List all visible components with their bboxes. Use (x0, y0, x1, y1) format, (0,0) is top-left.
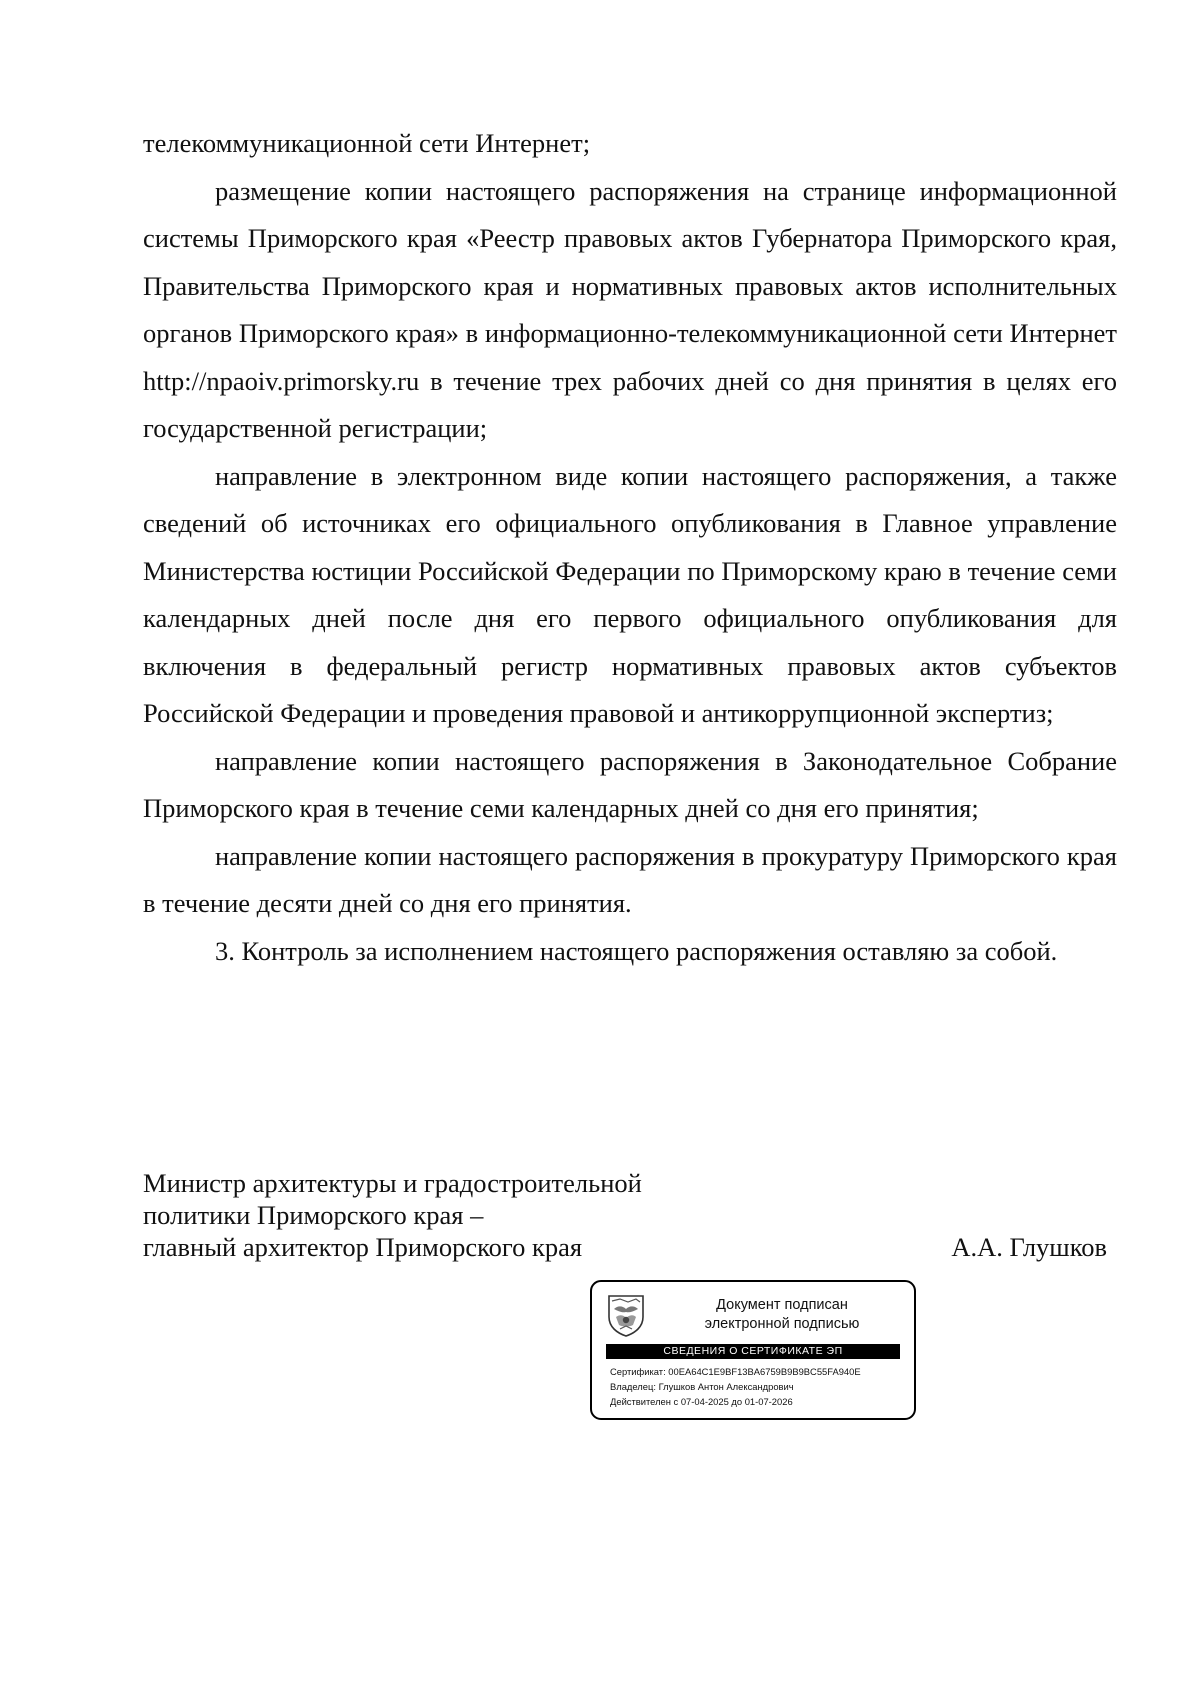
electronic-signature-stamp (590, 1280, 916, 1420)
paragraph-control-clause: 3. Контроль за исполнением настоящего распоряжения оставляю за собой. (215, 935, 1058, 966)
paragraph-ministry-of-justice: направление в электронном виде копии настоящего распоряжения, а также сведений об источниках его официального опубликования в Главное управление Министерства юстиции Российской Федерации по Приморскому краю в течение семи календарных дней после дня его первого официального опубликования для включения в федеральный регистр нормативных правовых актов субъектов Российской Федерации и проведения правовой и антикоррупционной экспертиз; (143, 460, 1117, 728)
paragraph-legislative-assembly: направление копии настоящего распоряжения в Законодательное Собрание Приморского края в течение семи календарных дней со дня его принятия; (143, 745, 1117, 823)
signer-position-line: политики Приморского края – (143, 1200, 484, 1230)
paragraph-continuation: телекоммуникационной сети Интернет; (143, 128, 591, 158)
primorsky-emblem-icon (606, 1293, 646, 1337)
certificate-validity: Действителен с 07-04-2025 до 01-07-2026 (610, 1396, 793, 1407)
stamp-title-line: Документ подписан (716, 1297, 848, 1313)
paragraph-registry-placement: размещение копии настоящего распоряжения на странице информационной системы Приморского края «Реестр правовых актов Губернатора Приморского края, Правительства Приморского края и нормативных правовых актов исполнительных органов Приморского края» в информационно-телекоммуникационной сети Интернет http://npaoiv.primorsky.ru в течение трех рабочих дней со дня принятия в целях его государственной регистрации; (143, 175, 1117, 443)
stamp-title (662, 1296, 902, 1334)
certificate-details (610, 1364, 910, 1409)
certificate-owner: Владелец: Глушков Антон Александрович (610, 1381, 794, 1392)
signature-block (143, 1167, 1117, 1263)
certificate-info-bar: СВЕДЕНИЯ О СЕРТИФИКАТЕ ЭП (606, 1344, 900, 1359)
paragraph-prosecutor-office: направление копии настоящего распоряжения в прокуратуру Приморского края в течение десяти дней со дня его принятия. (143, 840, 1117, 918)
signer-name: А.А. Глушков (951, 1232, 1107, 1262)
signer-position-line: Министр архитектуры и градостроительной (143, 1168, 642, 1198)
certificate-number: Сертификат: 00EA64C1E9BF13BA6759B9B9BC55FA940E (610, 1366, 861, 1377)
document-body (143, 120, 1117, 975)
stamp-title-line: электронной подписью (704, 1316, 860, 1332)
signer-position-line: главный архитектор Приморского края (143, 1232, 583, 1262)
